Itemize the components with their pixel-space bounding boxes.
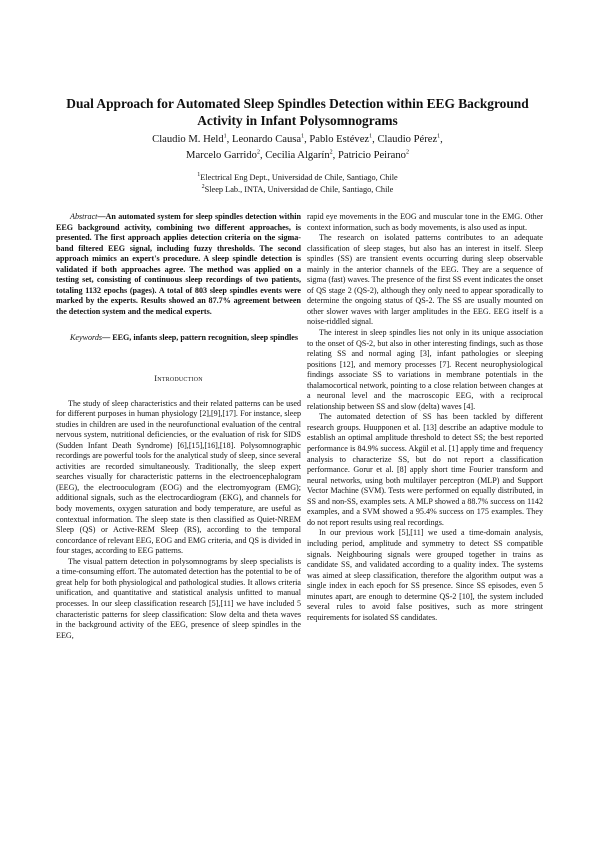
author-affil-mark: 1 (223, 133, 227, 140)
author-name: Claudio Pérez (377, 134, 438, 145)
author-affil-mark: 2 (256, 149, 260, 156)
paper-title: Dual Approach for Automated Sleep Spindles Detection within EEG Background Activity in Infant Polysomnograms (66, 96, 529, 128)
right-column (307, 212, 543, 623)
abstract (56, 212, 301, 317)
body-paragraph: The research on isolated patterns contributes to an adequate classification of sleep stages, but also has an interest in itself. Sleep spindles (SS) are transient events occurring during sleep observable mainly in the anterior channels of the EEG. They are a sequence of sigma (fast) waves. The presence of the first SS event indicates the onset of QS stage 2 (QS-2), although they only need to appear sporadically to determine the ongoing status of QS-2. The SS are usually mounted on other slower waves with larger amplitudes in the EEG. EEG itself is a noise-riddled signal. (307, 233, 543, 327)
section-heading-introduction: Introduction (154, 374, 203, 384)
author-name: Leonardo Causa (231, 134, 302, 145)
body-paragraph: The visual pattern detection in polysomnograms by sleep specialists is a time-consuming effort. The automated detection has the potential to be of great help for both physiological and pathological studies. It allows criteria unification, and quantitative and statistical analysis unfitted to manual processes. In our sleep classification research [5],[11] we have included 5 characteristic patterns for sleep classification: Slow delta and theta waves in the background activity of the EEG, presence of sleep spindles in the EEG, (56, 556, 301, 640)
author-affil-mark: 2 (329, 149, 333, 156)
left-column (56, 212, 301, 641)
body-paragraph: rapid eye movements in the EOG and muscular tone in the EMG. Other context information, such as body movements, is also used as input. (307, 212, 543, 232)
body-paragraph: The interest in sleep spindles lies not only in its unique association to the onset of QS-2, but also in other interesting findings, such as those relating SS and normal aging [3], infant pathologies or sleeping positions [12], and memory processes [7]. Recent neurophysiological findings associate SS to variations in membrane potentials in the thalamocortical network, pointing to a close relation between changes at a neuronal level and the macroscopic EEG, with a reciprocal relationship between SS and slow (delta) waves [4]. (307, 328, 543, 411)
body-paragraph: The study of sleep characteristics and their related patterns can be used for different purposes in human physiology [2],[9],[17]. For instance, sleep studies in children are used in the neurofunctional evaluation of the central nervous system, nutritional deficiencies, or the evaluation of risk for SIDS (Sudden Infant Death Syndrome) [6],[15],[16],[18]. Polysomnographic recordings are powerful tools for the analytical study of sleep, since several activities are recorded simultaneously. Traditionally, the sleep expert searches visually for characteristic patterns in the electroencephalogram (EEG), the electrooculogram (EOG) and the electromyogram (EMG); additional signals, such as the electrocardiogram (EKG), and channels for body movements, oxygen saturation and body temperature, are useful as contextual information. The sleep state is then classified as Quiet-NREM Sleep (QS) or Active-REM Sleep (RS), according to the temporal concordance of relevant EEG, EOG and EMG criteria, and QS is divided in four stages, according to EEG patterns. (56, 398, 301, 556)
author-affil-mark: 1 (437, 133, 441, 140)
abstract-label: Abstract (70, 212, 98, 221)
author-name: Patricio Peirano (337, 150, 406, 161)
body-paragraph: The automated detection of SS has been tackled by different research groups. Huupponen et al. [13] describe an adaptive module to establish an optimal amplitude threshold to detect SS; the best reported performance is 84.9% success. Akgül et al. [1] apply time and frequency analysis to characterize SS, but do not report a classification performance. Gorur et al. [8] apply short time Fourier transform and neural networks, using both multilayer perceptron (MLP) and Support Vector Machine (SVM). Tests were performed on equally distributed, in SS and non-SS, examples sets. A MLP showed a 88.7% success on 1142 examples, and a SVM showed a 95.4% success on 175 examples. They do not report results using real recordings. (307, 412, 543, 527)
author-name: Marcelo Garrido (186, 150, 257, 161)
author-line-2: Marcelo Garrido$^2$, Cecilia Algarín$^2$, Patricio Peirano$^2$ (186, 149, 409, 161)
author-affil-mark: 1 (369, 133, 373, 140)
body-paragraph: In our previous work [5],[11] we used a time-domain analysis, including period, amplitude and symmetry to detect SS compatible signals. Neighbouring signals were grouped together in trains as candidate SS, and validated according to a quality index. The systems was aimed at sleep classification, therefore the algorithm output was a single index in each epoch for SS presence. Since SS episodes, even 5 minutes apart, are enough to determine QS-2 [10], the system included several rules to avoid false positives, such as more stringent requirements for isolated SS candidates. (307, 528, 543, 622)
author-affil-mark: 2 (405, 149, 409, 156)
keywords-text: — EEG, infants sleep, pattern recognition, sleep spindles (102, 333, 298, 343)
keywords-label: Keywords (70, 333, 103, 343)
author-name: Claudio M. Held (152, 134, 224, 145)
abstract-text: —An automated system for sleep spindles detection within EEG background activity, combining two different approaches, is presented. The first approach applies detection criteria on the sigma-band filtered EEG signal, including fuzzy thresholds. The second approach mimics an expert's procedure. A sleep spindle detection is validated if both approaches agree. The method was applied on a testing set, consisting of continuous sleep recordings of two patients, totaling 1132 epochs (pages). A total of 803 sleep spindles events were marked by the experts. Results showed an 87.7% agreement between the detection system and the medical experts. (56, 212, 301, 316)
author-line-1: Claudio M. Held$^1$, Leonardo Causa$^1$, Pablo Estévez$^1$, Claudio Pérez$^1$, (152, 133, 443, 145)
author-affil-mark: 1 (301, 133, 305, 140)
affiliation-line: $^1$Electrical Eng Dept., Universidad de Chile, Santiago, Chile (197, 172, 398, 182)
author-list (60, 132, 535, 164)
author-name: Cecilia Algarín (265, 150, 330, 161)
affiliations (60, 172, 535, 196)
affiliation-line: $^2$Sleep Lab., INTA, Universidad de Chile, Santiago, Chile (201, 184, 394, 194)
author-name: Pablo Estévez (309, 134, 370, 145)
keywords (56, 333, 301, 344)
